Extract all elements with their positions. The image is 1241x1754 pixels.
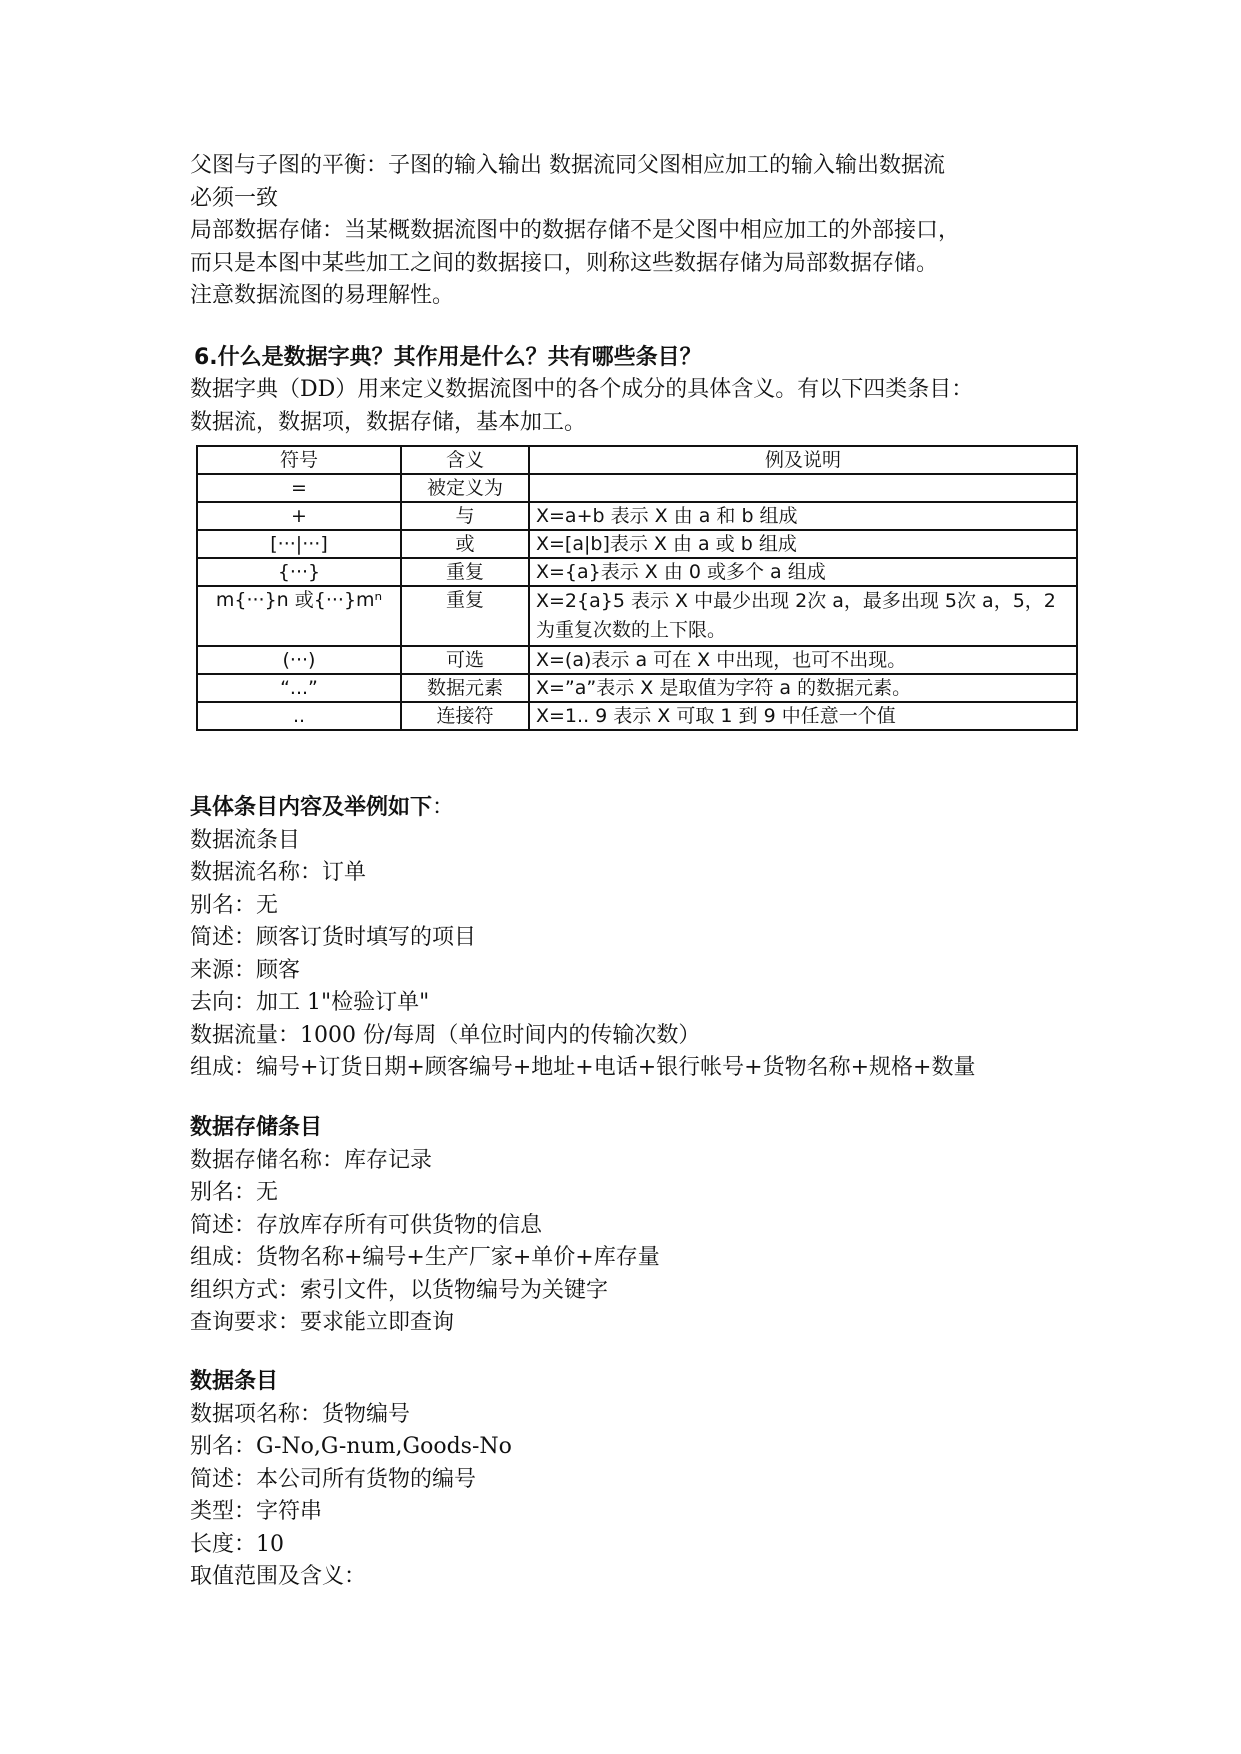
text-line: 数据流条目	[190, 827, 301, 853]
symbol-cell: {···}	[197, 558, 401, 586]
text-line: 查询要求：要求能立即查询	[190, 1310, 455, 1335]
text-line: 必须一致	[190, 185, 279, 211]
text-line: 数据字典（DD）用来定义数据流图中的各个成分的具体含义。有以下四类条目：	[190, 377, 974, 402]
meaning-cell: 可选	[401, 646, 529, 674]
text-line: 取值范围及含义：	[190, 1564, 367, 1589]
text-line: 数据流量：1000 份/每周（单位时间内的传输次数）	[190, 1022, 701, 1048]
example-cell: X=2{a}5 表示 X 中最少出现 2次 a，最多出现 5次 a，5，2 为重复次数的上下限。	[529, 586, 1077, 646]
text-line: 别名：无	[190, 1180, 279, 1205]
text-line: 数据存储名称：库存记录	[190, 1147, 433, 1173]
detail-heading-colon: ：	[432, 795, 455, 820]
section-heading: 数据条目	[190, 1369, 279, 1394]
text-line: 组成：货物名称+编号+生产厂家+单价+库存量	[190, 1245, 660, 1270]
text-line: 去向：加工 1"检验订单"	[190, 990, 430, 1015]
text-line: 别名：无	[190, 892, 279, 918]
datastore-section	[190, 1112, 1070, 1340]
detail-heading-bold: 具体条目内容及举例如下	[190, 795, 433, 820]
text-line: 来源：顾客	[190, 957, 301, 983]
text-line: 父图与子图的平衡：子图的输入输出 数据流同父图相应加工的输入输出数据流	[190, 153, 945, 178]
text-line: 类型：字符串	[190, 1499, 323, 1524]
example-cell: X=”a”表示 X 是取值为字符 a 的数据元素。	[529, 674, 1077, 702]
symbol-cell: m{···}n 或{···}mⁿ	[197, 586, 401, 646]
example-cell: X=1.. 9 表示 X 可取 1 到 9 中任意一个值	[529, 702, 1077, 730]
symbol-table	[196, 445, 1078, 731]
symbol-cell: +	[197, 502, 401, 530]
text-line: 局部数据存储：当某概数据流图中的数据存储不是父图中相应加工的外部接口，	[190, 218, 961, 243]
table-row	[197, 474, 1077, 502]
text-line: 组织方式：索引文件，以货物编号为关键字	[190, 1277, 609, 1303]
symbol-cell: [···|···]	[197, 530, 401, 558]
text-line: 长度：10	[190, 1531, 284, 1557]
answer-paragraph	[190, 374, 1070, 439]
table-row	[197, 702, 1077, 730]
example-cell: X=(a)表示 a 可在 X 中出现，也可不出现。	[529, 646, 1077, 674]
text-line: 注意数据流图的易理解性。	[190, 283, 455, 308]
symbol-cell: (···)	[197, 646, 401, 674]
column-header: 含义	[401, 446, 529, 474]
table-row	[197, 502, 1077, 530]
meaning-cell: 连接符	[401, 702, 529, 730]
text-line: 数据项名称：货物编号	[190, 1401, 411, 1427]
dataitem-section	[190, 1366, 1070, 1594]
example-cell	[529, 474, 1077, 502]
text-line: 组成：编号+订货日期+顾客编号+地址+电话+银行帐号+货物名称+规格+数量	[190, 1055, 976, 1080]
table-row	[197, 586, 1077, 646]
table-row	[197, 530, 1077, 558]
section-heading: 数据存储条目	[190, 1115, 323, 1140]
symbol-cell: ..	[197, 702, 401, 730]
text-line: 别名：G-No,G-num,Goods-No	[190, 1434, 512, 1459]
meaning-cell: 重复	[401, 558, 529, 586]
example-cell: X={a}表示 X 由 0 或多个 a 组成	[529, 558, 1077, 586]
meaning-cell: 重复	[401, 586, 529, 646]
meaning-cell: 与	[401, 502, 529, 530]
dataflow-section	[190, 792, 1070, 1085]
meaning-cell: 被定义为	[401, 474, 529, 502]
column-header: 符号	[197, 446, 401, 474]
table-row	[197, 558, 1077, 586]
text-line: 数据流，数据项，数据存储，基本加工。	[190, 409, 587, 435]
example-cell: X=a+b 表示 X 由 a 和 b 组成	[529, 502, 1077, 530]
table-header-row	[197, 446, 1077, 474]
symbol-cell: =	[197, 474, 401, 502]
meaning-cell: 数据元素	[401, 674, 529, 702]
column-header: 例及说明	[529, 446, 1077, 474]
text-line: 数据流名称：订单	[190, 860, 367, 885]
table-row	[197, 674, 1077, 702]
text-line: 简述：顾客订货时填写的项目	[190, 925, 477, 950]
symbol-cell: “...”	[197, 674, 401, 702]
question-heading: 6.什么是数据字典？其作用是什么？共有哪些条目？	[194, 345, 702, 370]
meaning-cell: 或	[401, 530, 529, 558]
example-cell: X=[a|b]表示 X 由 a 或 b 组成	[529, 530, 1077, 558]
table-row	[197, 646, 1077, 674]
text-line: 简述：本公司所有货物的编号	[190, 1466, 477, 1492]
detail-heading	[190, 792, 1070, 825]
text-line: 而只是本图中某些加工之间的数据接口，则称这些数据存储为局部数据存储。	[190, 250, 939, 276]
intro-paragraph	[190, 150, 1070, 313]
text-line: 简述：存放库存所有可供货物的信息	[190, 1212, 543, 1238]
